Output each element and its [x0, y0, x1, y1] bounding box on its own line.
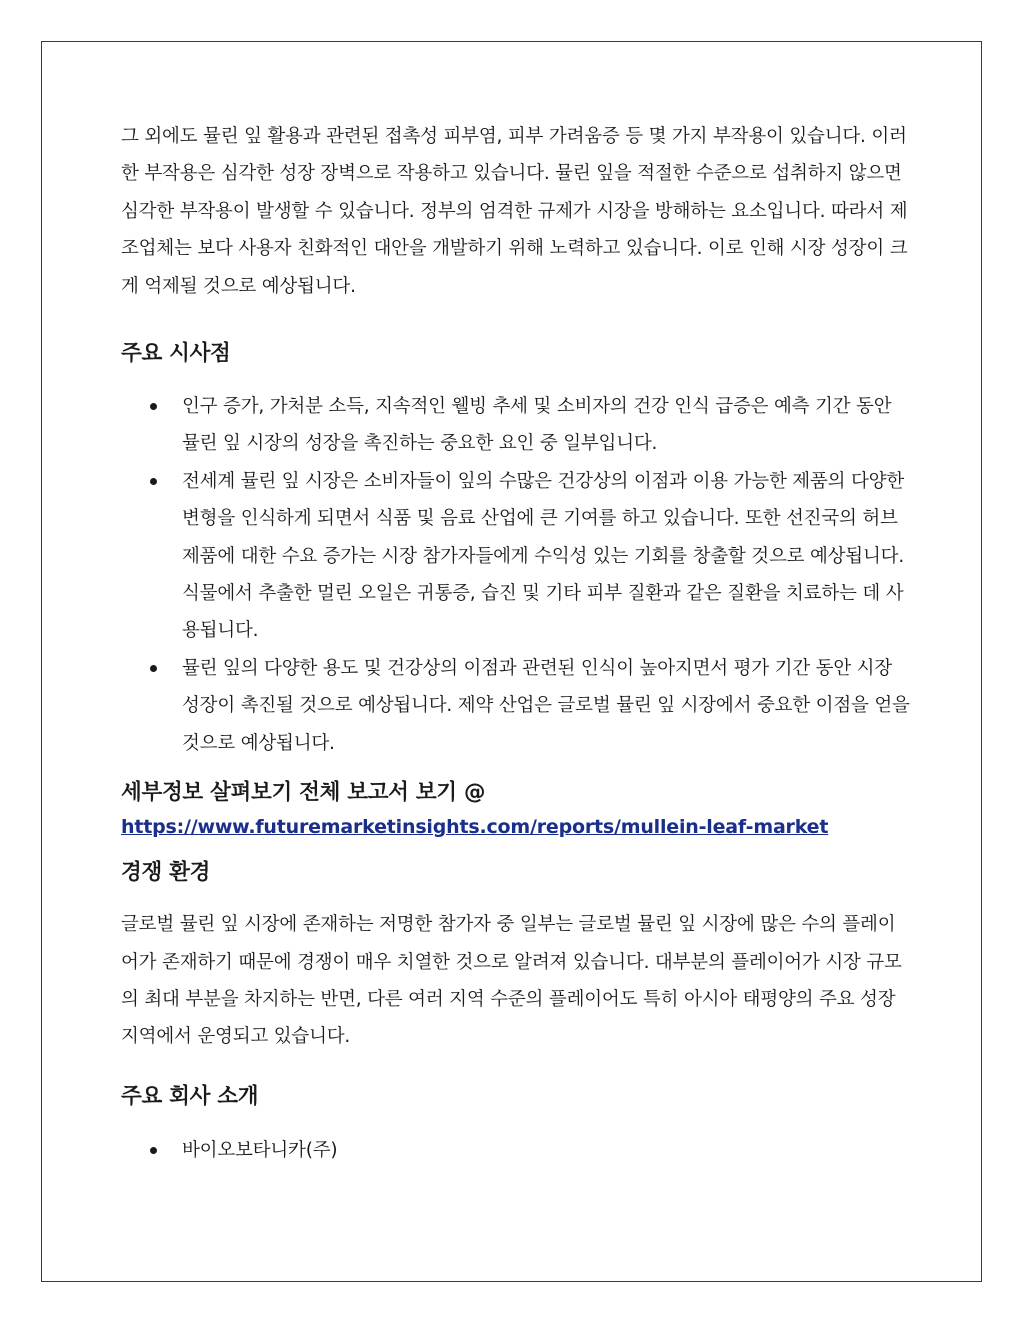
- bullet-icon: [150, 478, 157, 485]
- intro-paragraph: 그 외에도 뮬린 잎 활용과 관련된 접촉성 피부염, 피부 가려움증 등 몇 가지 부작용이 있습니다. 이러한 부작용은 심각한 성장 장벽으로 작용하고 있습니다. 뮬린 잎을 적절한 수준으로 섭취하지 않으면 심각한 부작용이 발생할 수 있습니다. 정부의 엄격한 규제가 시장을 방해하는 요소입니다. 따라서 제조업체는 보다 사용자 친화적인 대안을 개발하기 위해 노력하고 있습니다. 이로 인해 시장 성장이 크게 억제될 것으로 예상됩니다.: [121, 126, 908, 297]
- key-insights-heading: 주요 시사점: [121, 341, 231, 367]
- list-item: [121, 1132, 911, 1169]
- bullet-icon: [150, 403, 157, 410]
- competitive-landscape-paragraph: 글로벌 뮬린 잎 시장에 존재하는 저명한 참가자 중 일부는 글로벌 뮬린 잎 시장에 많은 수의 플레이어가 존재하기 때문에 경쟁이 매우 치열한 것으로 알려져 있습니다. 대부분의 플레이어가 시장 규모의 최대 부분을 차지하는 반면, 다른 여러 지역 수준의 플레이어도 특히 아시아 태평양의 주요 성장 지역에서 운영되고 있습니다.: [121, 914, 902, 1048]
- list-item-text: 전세계 뮬린 잎 시장은 소비자들이 잎의 수많은 건강상의 이점과 이용 가능한 제품의 다양한 변형을 인식하게 되면서 식품 및 음료 산업에 큰 기여를 하고 있습니다. 또한 선진국의 허브 제품에 대한 수요 증가는 시장 참가자들에게 수익성 있는 기회를 창출할 것으로 예상됩니다. 식물에서 추출한 멀린 오일은 귀통증, 습진 및 기타 피부 질환과 같은 질환을 치료하는 데 사용됩니다.: [182, 470, 904, 642]
- competitive-landscape-heading: 경쟁 환경: [121, 860, 211, 886]
- list-item-text: 인구 증가, 가처분 소득, 지속적인 웰빙 추세 및 소비자의 건강 인식 급증은 예측 기간 동안 뮬린 잎 시장의 성장을 촉진하는 중요한 요인 중 일부입니다.: [182, 396, 892, 455]
- key-insights-list: [121, 388, 911, 762]
- list-item-text: 바이오보타니카(주): [182, 1139, 338, 1161]
- key-companies-list: [121, 1132, 911, 1169]
- list-item: [121, 388, 911, 463]
- document-content: [121, 118, 911, 1169]
- full-report-link[interactable]: https://www.futuremarketinsights.com/reports/mullein-leaf-market: [121, 816, 829, 839]
- bullet-icon: [150, 665, 157, 672]
- bullet-icon: [150, 1147, 157, 1154]
- list-item: [121, 463, 911, 650]
- full-report-heading: 세부정보 살펴보기 전체 보고서 보기 @: [121, 780, 486, 806]
- key-companies-heading: 주요 회사 소개: [121, 1083, 259, 1109]
- list-item: [121, 650, 911, 762]
- list-item-text: 뮬린 잎의 다양한 용도 및 건강상의 이점과 관련된 인식이 높아지면서 평가 기간 동안 시장 성장이 촉진될 것으로 예상됩니다. 제약 산업은 글로벌 뮬린 잎 시장에서 중요한 이점을 얻을 것으로 예상됩니다.: [182, 657, 910, 754]
